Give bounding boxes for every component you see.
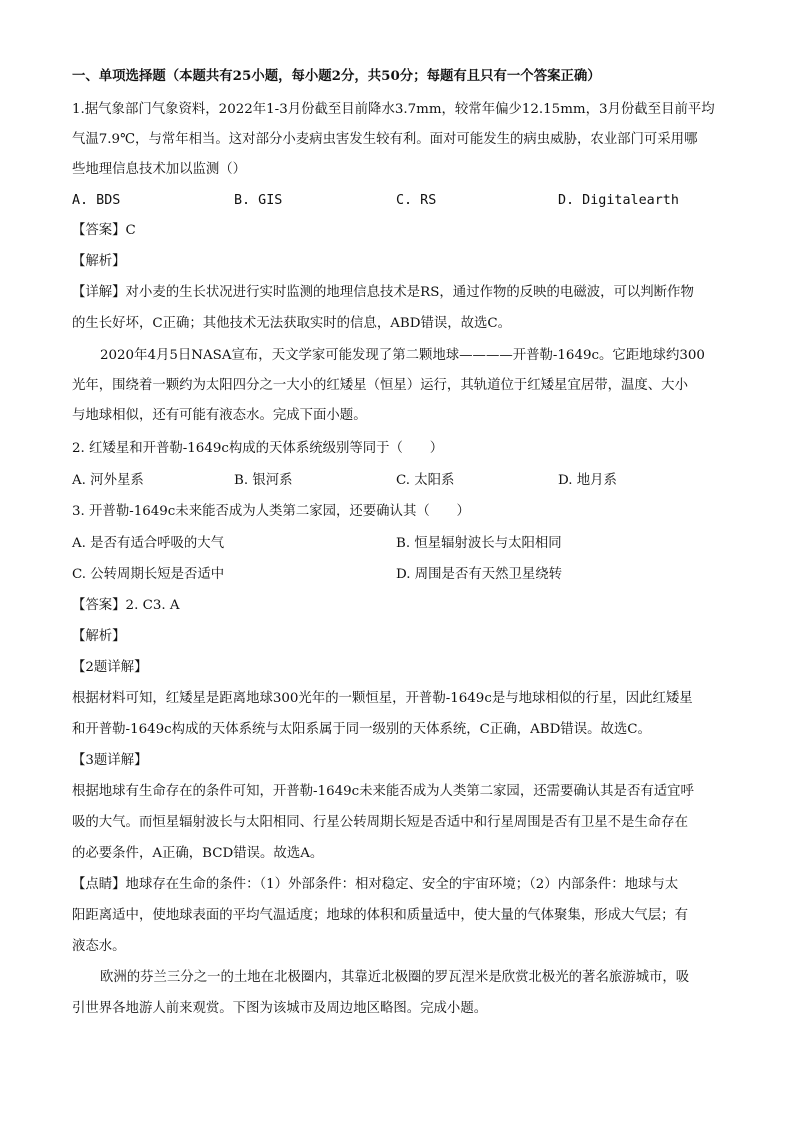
q2-option-a: A. 河外星系	[72, 473, 144, 488]
passage3-line-1: 欧洲的芬兰三分之一的土地在北极圈内，其靠近北极圈的罗瓦涅米是欣赏北极光的著名旅游城市，吸	[100, 970, 690, 985]
passage2-line-1: 2020年4月5日NASA宣布，天文学家可能发现了第二颗地球————开普勒-1649c。它距地球约300	[100, 348, 705, 363]
tip-line-1: 【点睛】地球存在生命的条件：（1）外部条件：相对稳定、安全的宇宙环境；（2）内部条件：地球与太	[72, 877, 679, 892]
q3-option-b: B. 恒星辐射波长与太阳相同	[396, 536, 562, 551]
q1-detail-line-2: 的生长好坏，C正确；其他技术无法获取实时的信息，ABD错误，故选C。	[72, 316, 512, 331]
q2-option-d: D. 地月系	[558, 473, 617, 488]
q1-option-a: A. BDS	[72, 193, 121, 208]
passage3-line-2: 引世界各地游人前来观赏。下图为该城市及周边地区略图。完成小题。	[72, 1001, 488, 1016]
q1-option-d: D. Digitalearth	[558, 193, 679, 208]
q2-detail-line-2: 和开普勒-1649c构成的天体系统与太阳系属于同一级别的天体系统，C正确，ABD错误。故选C。	[72, 722, 651, 737]
q1-detail-line-1: 【详解】对小麦的生长状况进行实时监测的地理信息技术是RS，通过作物的反映的电磁波，可以判断作物	[72, 285, 694, 300]
q3-option-d: D. 周围是否有天然卫星绕转	[396, 567, 563, 582]
q1-option-b: B. GIS	[234, 193, 283, 208]
passage2-line-3: 与地球相似，还有可能有液态水。完成下面小题。	[72, 408, 367, 423]
q3-option-c: C. 公转周期长短是否适中	[72, 567, 225, 582]
q3-detail-line-3: 的必要条件，A正确，BCD错误。故选A。	[72, 846, 324, 861]
q1-answer: 【答案】C	[72, 223, 136, 238]
q1-option-c: C. RS	[396, 193, 437, 208]
q3-detail-line-1: 根据地球有生命存在的条件可知，开普勒-1649c未来能否成为人类第二家园，还需要确认其是否有适宜呼	[72, 784, 694, 799]
tip-line-3: 液态水。	[72, 939, 126, 954]
q2-option-c: C. 太阳系	[396, 473, 455, 488]
q3-detail-title: 【3题详解】	[72, 753, 148, 768]
q23-answer: 【答案】2. C3. A	[72, 598, 180, 613]
q2-detail-title: 【2题详解】	[72, 660, 148, 675]
q2-option-b: B. 银河系	[234, 473, 293, 488]
q1-stem-line-2: 气温7.9℃，与常年相当。这对部分小麦病虫害发生较有利。面对可能发生的病虫威胁，农业部门可采用哪	[72, 132, 698, 147]
section-title: 一、单项选择题（本题共有25小题，每小题2分，共50分；每题有且只有一个答案正确）	[72, 68, 601, 84]
tip-line-2: 阳距离适中，使地球表面的平均气温适度；地球的体积和质量适中，使大量的气体聚集，形成大气层；有	[72, 908, 688, 923]
q1-stem-line-1: 1.据气象部门气象资料，2022年1-3月份截至目前降水3.7mm，较常年偏少12.15mm，3月份截至目前平均	[72, 102, 715, 117]
passage2-line-2: 光年，围绕着一颗约为太阳四分之一大小的红矮星（恒星）运行，其轨道位于红矮星宜居带，温度、大小	[72, 378, 688, 393]
q3-stem: 3. 开普勒-1649c未来能否成为人类第二家园，还要确认其（ ）	[72, 504, 470, 519]
q2-detail-line-1: 根据材料可知，红矮星是距离地球300光年的一颗恒星，开普勒-1649c是与地球相似的行星，因此红矮星	[72, 691, 693, 706]
q23-analysis: 【解析】	[72, 629, 126, 644]
q3-option-a: A. 是否有适合呼吸的大气	[72, 536, 225, 551]
q2-stem: 2. 红矮星和开普勒-1649c构成的天体系统级别等同于（ ）	[72, 441, 444, 456]
q1-analysis: 【解析】	[72, 254, 126, 269]
q1-stem-line-3: 些地理信息技术加以监测（）	[72, 162, 247, 177]
q3-detail-line-2: 吸的大气。而恒星辐射波长与太阳相同、行星公转周期长短是否适中和行星周围是否有卫星不是生命存在	[72, 815, 688, 830]
